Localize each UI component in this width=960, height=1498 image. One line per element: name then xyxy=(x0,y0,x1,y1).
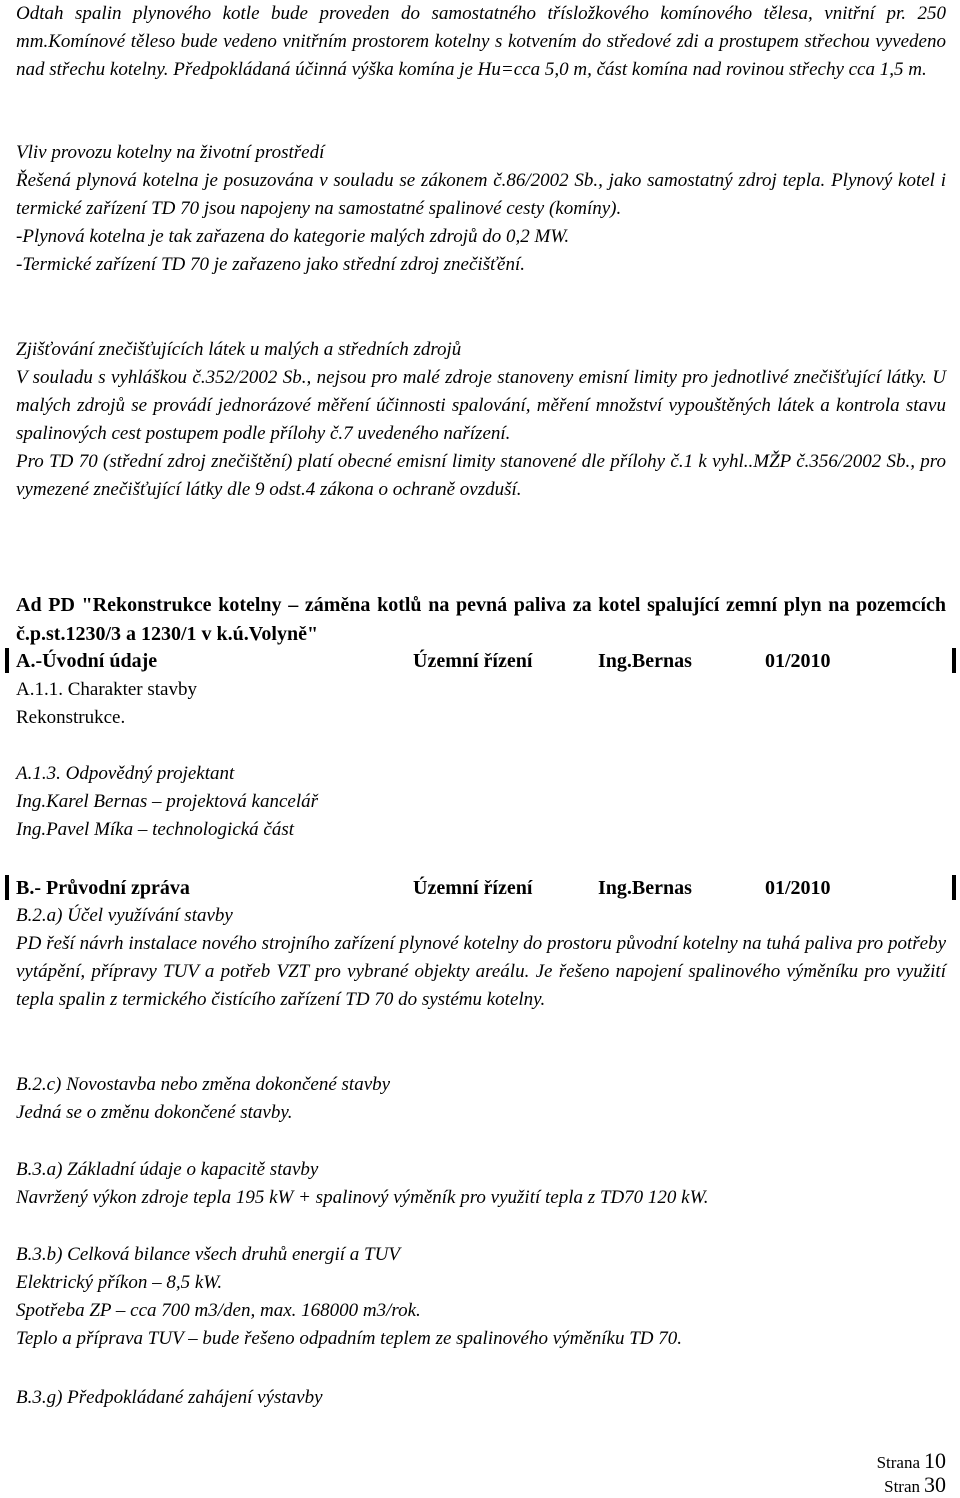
b3a-block xyxy=(16,1156,946,1212)
a13-line-karel: Ing.Karel Bernas – projektová kancelář xyxy=(16,791,318,812)
a13-block xyxy=(16,760,946,844)
b3g-heading: B.3.g) Předpokládané zahájení výstavby xyxy=(16,1387,323,1408)
project-title-text: Ad PD "Rekonstrukce kotelny – záměna kotlů na pevná paliva za kotel spalující zemní plyn na pozemcích č.p.st.1230/3 a 1230/1 v k.ú.Volyně" xyxy=(16,594,946,645)
b3b-electric: Elektrický příkon – 8,5 kW. xyxy=(16,1272,223,1293)
a11-heading: A.1.1. Charakter stavby xyxy=(16,679,197,700)
header-right-bar xyxy=(952,875,956,900)
b3g-block xyxy=(16,1384,946,1412)
environment-section xyxy=(16,139,946,279)
header-left-bar xyxy=(5,648,9,673)
b2c-text: Jedná se o změnu dokončené stavby. xyxy=(16,1102,293,1123)
pollutants-td70-text: Pro TD 70 (střední zdroj znečištění) platí obecné emisní limity stanovené dle přílohy č.1 k vyhl..MŽP č.356/2002 Sb., pro vymezené znečišťující látky dle 9 odst.4 zákona o ochraně ovzduší. xyxy=(16,451,946,500)
page-label: Strana xyxy=(876,1453,920,1472)
header-left-bar xyxy=(5,875,9,900)
section-b-author: Ing.Bernas xyxy=(598,877,692,899)
a11-block xyxy=(16,676,946,732)
pollutants-section xyxy=(16,336,946,504)
environment-item-medium-source: -Termické zařízení TD 70 je zařazeno jako střední zdroj znečišťění. xyxy=(16,254,525,275)
environment-item-small-source: -Plynová kotelna je tak zařazena do kategorie malých zdrojů do 0,2 MW. xyxy=(16,226,570,247)
total-number: 30 xyxy=(924,1472,946,1497)
section-a-header xyxy=(16,646,946,676)
b3b-heat: Teplo a příprava TUV – bude řešeno odpadním teplem ze spalinového výměníku TD 70. xyxy=(16,1328,682,1349)
a13-line-pavel: Ing.Pavel Míka – technologická část xyxy=(16,819,295,840)
pollutants-heading: Zjišťování znečišťujících látek u malých a středních zdrojů xyxy=(16,339,462,360)
b2a-heading: B.2.a) Účel využívání stavby xyxy=(16,905,233,926)
total-label: Stran xyxy=(884,1477,920,1496)
b2a-block xyxy=(16,902,946,1014)
b3b-block xyxy=(16,1241,946,1353)
page-total-footer xyxy=(884,1472,946,1498)
b3b-gas: Spotřeba ZP – cca 700 m3/den, max. 168000 m3/rok. xyxy=(16,1300,421,1321)
a11-text: Rekonstrukce. xyxy=(16,707,126,728)
environment-text: Řešená plynová kotelna je posuzována v souladu se zákonem č.86/2002 Sb., jako samostatný zdroj tepla. Plynový kotel i termické zařízení TD 70 jsou napojeny na samostatné spalinové cesty (komíny). xyxy=(16,170,946,219)
b3b-heading: B.3.b) Celková bilance všech druhů energií a TUV xyxy=(16,1244,400,1265)
b2a-text: PD řeší návrh instalace nového strojního zařízení plynové kotelny do prostoru původní kotelny na tuhá paliva pro potřeby vytápění, přípravy TUV a potřeb VZT pro vybrané objekty areálu. Je řešeno napojení spalinového výměníku pro využití tepla spalin z termického čistícího zařízení TD 70 do systému kotelny. xyxy=(16,933,946,1010)
page-number-footer xyxy=(877,1448,946,1474)
b3a-text: Navržený výkon zdroje tepla 195 kW + spalinový výměník pro využití tepla z TD70 120 kW. xyxy=(16,1187,709,1208)
section-a-stage: Územní řízení xyxy=(413,650,533,672)
section-b-stage: Územní řízení xyxy=(413,877,533,899)
section-a-date: 01/2010 xyxy=(765,650,831,672)
b3a-heading: B.3.a) Základní údaje o kapacitě stavby xyxy=(16,1159,319,1180)
section-b-date: 01/2010 xyxy=(765,877,831,899)
b2c-heading: B.2.c) Novostavba nebo změna dokončené stavby xyxy=(16,1074,391,1095)
section-b-title: B.- Průvodní zpráva xyxy=(16,877,190,899)
a13-heading: A.1.3. Odpovědný projektant xyxy=(16,763,235,784)
pollutants-text: V souladu s vyhláškou č.352/2002 Sb., nejsou pro malé zdroje stanoveny emisní limity pro jednotlivé znečišťující látky. U malých zdrojů se provádí jednorázové měření účinnosti spalování, měření množství vypouštěných látek a kontrola stavu spalinových cest postupem podle přílohy č.7 uvedeného nařízení. xyxy=(16,367,946,444)
chimney-text: Odtah spalin plynového kotle bude proveden do samostatného třísložkového komínového tělesa, vnitřní pr. 250 mm.Komínové těleso bude vedeno vnitřním prostorem kotelny s kotvením do středové zdi a prostupem střechou vyvedeno nad střechu kotelny. Předpokládaná účinná výška komína je Hu=cca 5,0 m, část komína nad rovinou střechy cca 1,5 m. xyxy=(16,3,946,80)
section-b-header xyxy=(16,873,946,903)
chimney-paragraph xyxy=(16,0,946,84)
header-right-bar xyxy=(952,648,956,673)
b2c-block xyxy=(16,1071,946,1127)
page-number: 10 xyxy=(924,1448,946,1473)
project-title xyxy=(16,591,946,649)
section-a-author: Ing.Bernas xyxy=(598,650,692,672)
section-a-title: A.-Úvodní údaje xyxy=(16,650,158,672)
environment-heading: Vliv provozu kotelny na životní prostředí xyxy=(16,142,325,163)
